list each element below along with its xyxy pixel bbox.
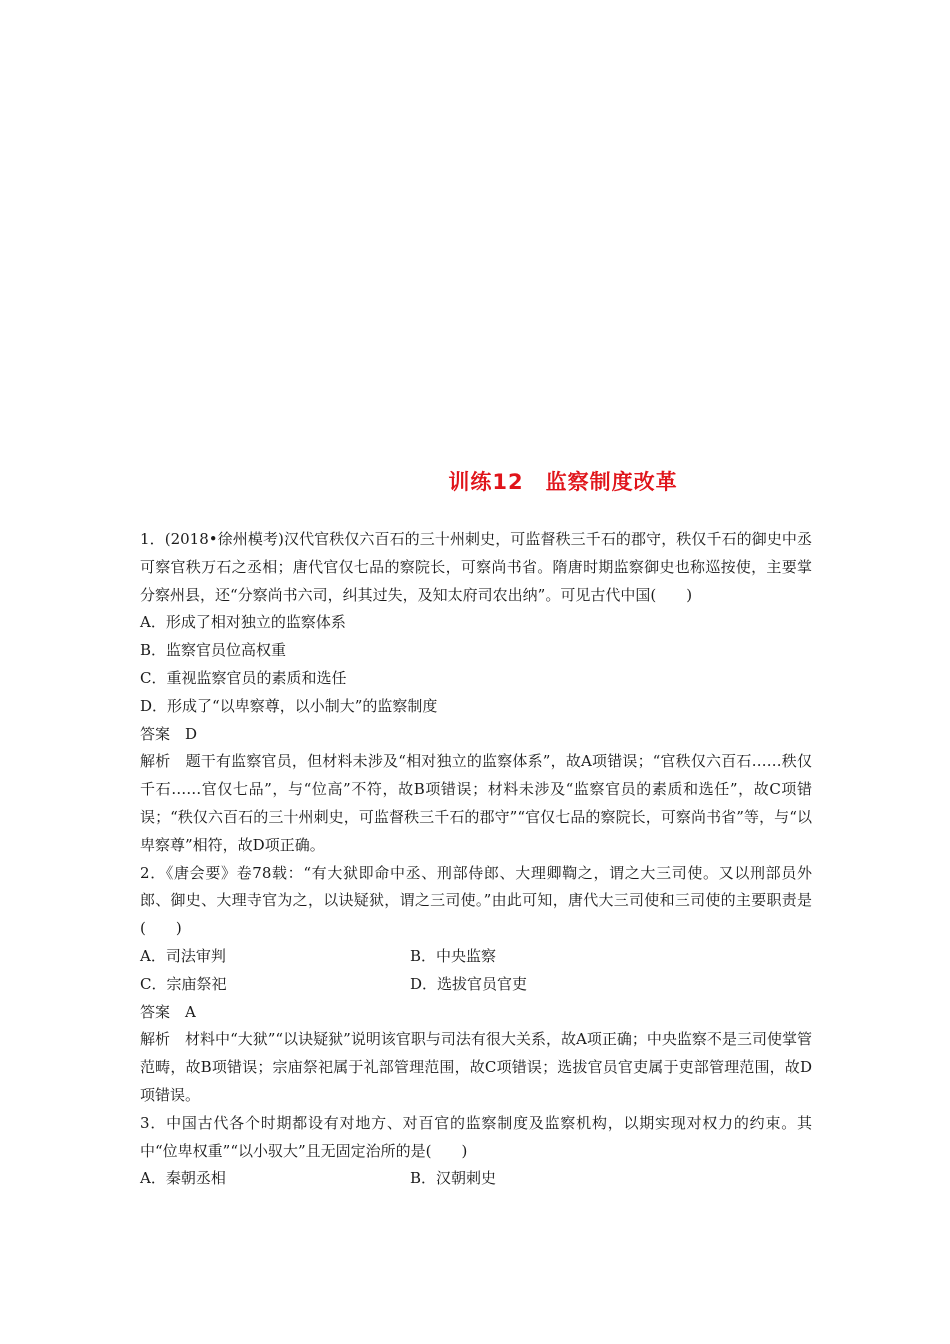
option-a: A．司法审判 [140, 946, 226, 965]
answer-line: 答案 D [140, 724, 198, 743]
question-2 [140, 860, 812, 1110]
options-row [140, 971, 812, 999]
options-row [140, 1165, 812, 1193]
option-d: D．选拔官员官吏 [410, 974, 528, 993]
document-body [140, 526, 812, 1193]
option-d: D．形成了“以卑察尊，以小制大”的监察制度 [140, 696, 438, 715]
option-b: B．监察官员位高权重 [140, 641, 287, 660]
question-stem: 3．中国古代各个时期都设有对地方、对百官的监察制度及监察机构，以期实现对权力的约束。其中“位卑权重”“以小驭大”且无固定治所的是( ) [140, 1113, 812, 1160]
page-title: 训练12 监察制度改革 [448, 470, 678, 494]
question-1 [140, 526, 812, 860]
option-b: B．汉朝刺史 [410, 1169, 497, 1188]
question-stem: 1．(2018•徐州模考)汉代官秩仅六百石的三十州刺史，可监督秩三千石的郡守，秩仅千石的御史中丞可察官秩万石之丞相；唐代官仅七品的察院长，可察尚书省。隋唐时期监察御史也称巡按使，主要掌分察州县，还“分察尚书六司，纠其过失，及知太府司农出纳”。可见古代中国( ) [140, 530, 812, 604]
option-b: B．中央监察 [410, 946, 497, 965]
analysis-text: 解析 题干有监察官员，但材料未涉及“相对独立的监察体系”，故A项错误；“官秩仅六百石……秩仅千石……官仅七品”，与“位高”不符，故B项错误；材料未涉及“监察官员的素质和选任”，故C项错误；“秩仅六百石的三十州刺史，可监督秩三千石的郡守”“官仅七品的察院长，可察尚书省”等，与“以卑察尊”相符，故D项正确。 [140, 752, 812, 854]
question-stem: 2．《唐会要》卷78载：“有大狱即命中丞、刑部侍郎、大理卿鞫之，谓之大三司使。又以刑部员外郎、御史、大理寺官为之，以诀疑狱，谓之三司使。”由此可知，唐代大三司使和三司使的主要职责是( ) [140, 863, 812, 938]
options-row [140, 943, 812, 971]
option-c: C．宗庙祭祀 [140, 974, 227, 993]
option-a: A．秦朝丞相 [140, 1169, 226, 1188]
question-3 [140, 1110, 812, 1193]
analysis-text: 解析 材料中“大狱”“以诀疑狱”说明该官职与司法有很大关系，故A项正确；中央监察不是三司使掌管范畴，故B项错误；宗庙祭祀属于礼部管理范围，故C项错误；选拔官员官吏属于吏部管理范围，故D项错误。 [140, 1030, 812, 1104]
answer-line: 答案 A [140, 1002, 196, 1021]
option-a: A．形成了相对独立的监察体系 [140, 613, 346, 632]
option-c: C．重视监察官员的素质和选任 [140, 668, 347, 687]
